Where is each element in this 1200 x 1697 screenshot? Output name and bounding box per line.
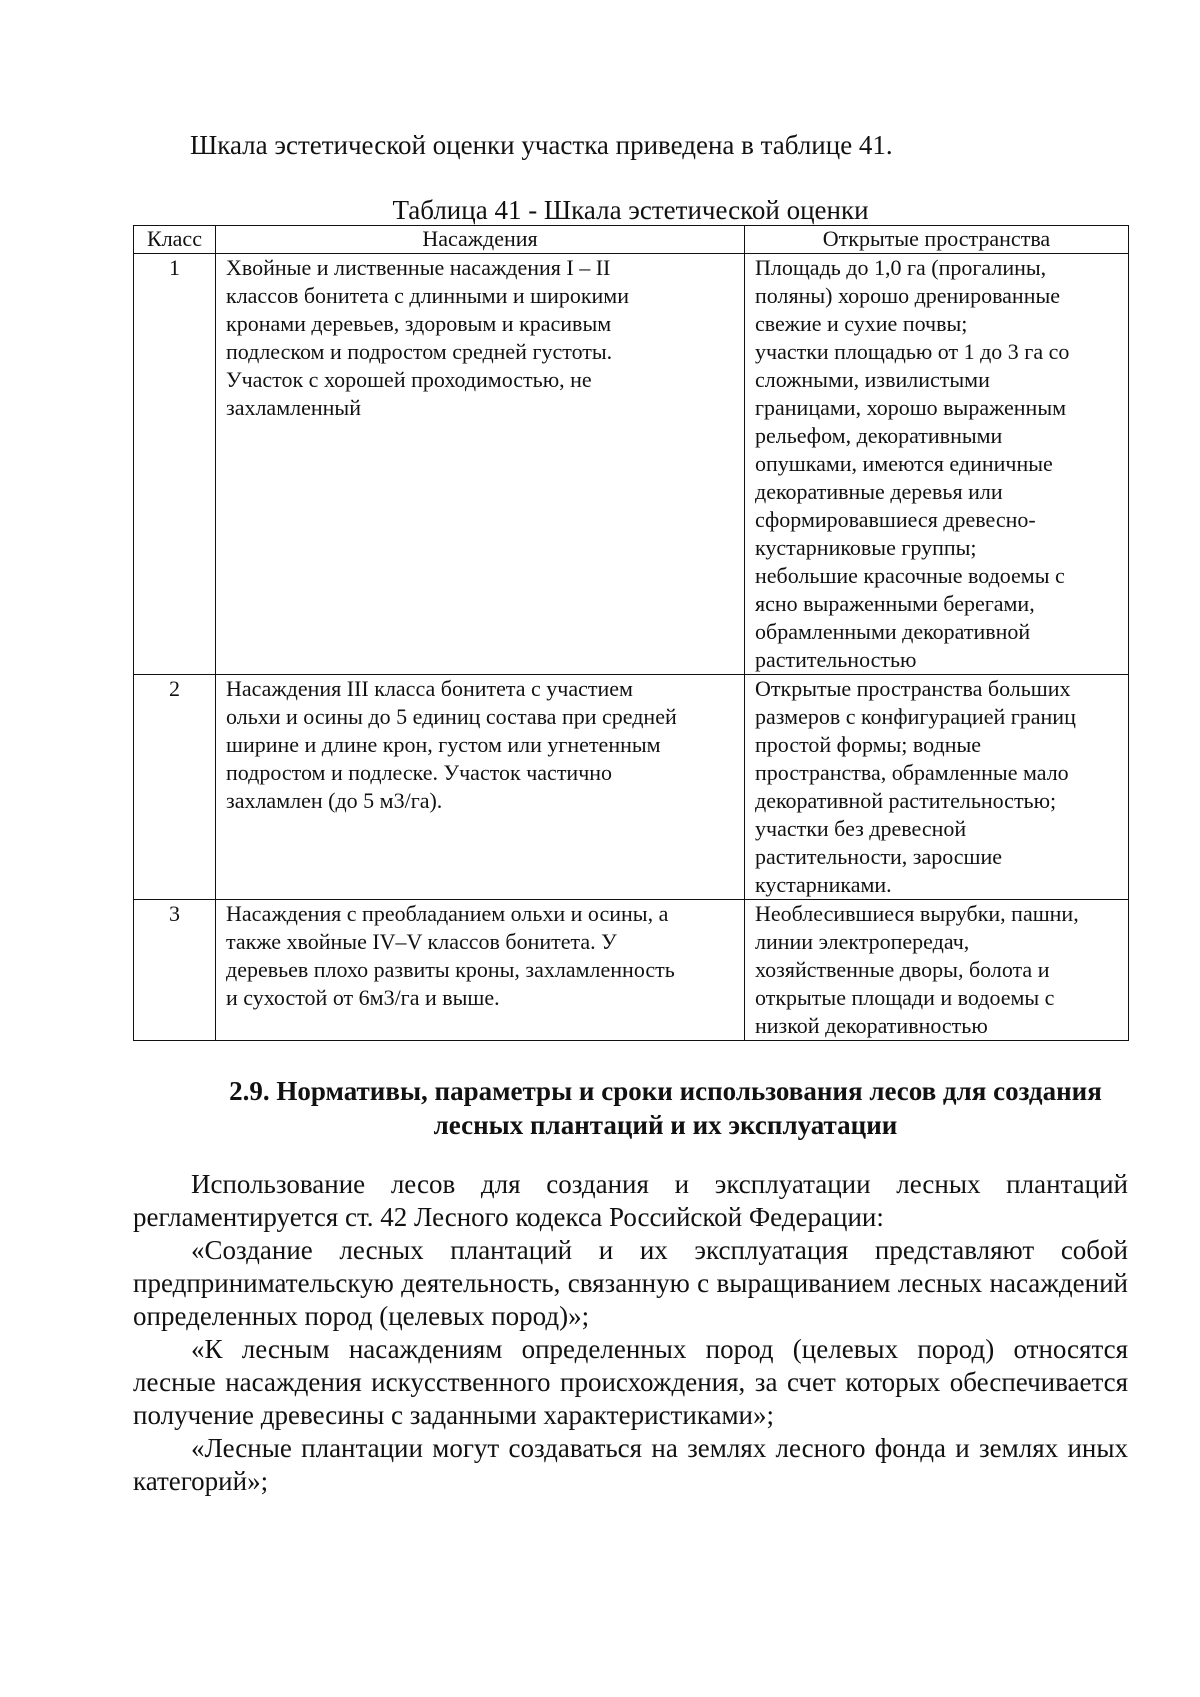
table-row	[134, 254, 1129, 675]
cell-open-spaces: Площадь до 1,0 га (прогалины, поляны) хорошо дренированные свежие и сухие почвы; участки площадью от 1 до 3 га со сложными, извилистыми границами, хорошо выраженным рельефом, декоративными опушками, имеются единичные декоративные деревья или сформировавшиеся древесно- кустарниковые группы; небольшие красочные водоемы с ясно выраженными берегами, обрамленными декоративной растительностью	[745, 254, 1129, 675]
header-open-spaces: Открытые пространства	[745, 226, 1129, 254]
section-heading: 2.9. Нормативы, параметры и сроки использования лесов для создания лесных плантаций и их эксплуатации	[229, 1076, 1102, 1140]
header-class: Класс	[134, 226, 216, 254]
cell-class: 2	[134, 675, 216, 900]
body-text	[133, 1168, 1128, 1498]
table-row	[134, 675, 1129, 900]
cell-open-spaces: Необлесившиеся вырубки, пашни, линии электропередач, хозяйственные дворы, болота и открытые площади и водоемы с низкой декоративностью	[745, 900, 1129, 1041]
cell-stands: Насаждения с преобладанием ольхи и осины, а также хвойные IV–V классов бонитета. У деревьев плохо развиты кроны, захламленность и сухостой от 6м3/га и выше.	[216, 900, 745, 1041]
cell-class: 1	[134, 254, 216, 675]
paragraph: Использование лесов для создания и эксплуатации лесных плантаций регламентируется ст. 42 Лесного кодекса Российской Федерации:	[133, 1169, 1128, 1232]
header-stands: Насаждения	[216, 226, 745, 254]
paragraph: «К лесным насаждениям определенных пород (целевых пород) относятся лесные насаждения искусственного происхождения, за счет которых обеспечивается получение древесины с заданными характеристиками»;	[133, 1334, 1128, 1430]
table-row	[134, 900, 1129, 1041]
table-header-row	[134, 226, 1129, 254]
cell-stands: Насаждения III класса бонитета с участием ольхи и осины до 5 единиц состава при средней ширине и длине крон, густом или угнетенным подростом и подлеске. Участок частично захламлен (до 5 м3/га).	[216, 675, 745, 900]
cell-open-spaces: Открытые пространства больших размеров с конфигурацией границ простой формы; водные пространства, обрамленные мало декоративной растительностью; участки без древесной растительности, заросшие кустарниками.	[745, 675, 1129, 900]
table-caption: Таблица 41 - Шкала эстетической оценки	[392, 195, 869, 225]
intro-sentence: Шкала эстетической оценки участка приведена в таблице 41.	[190, 130, 893, 160]
cell-stands: Хвойные и лиственные насаждения I – II классов бонитета с длинными и широкими кронами деревьев, здоровым и красивым подлеском и подростом средней густоты. Участок с хорошей проходимостью, не захламленный	[216, 254, 745, 675]
aesthetic-scale-table	[133, 225, 1129, 1041]
paragraph: «Создание лесных плантаций и их эксплуатация представляют собой предпринимательскую деятельность, связанную с выращиванием лесных насаждений определенных пород (целевых пород)»;	[133, 1235, 1128, 1331]
paragraph: «Лесные плантации могут создаваться на землях лесного фонда и землях иных категорий»;	[133, 1433, 1128, 1496]
cell-class: 3	[134, 900, 216, 1041]
